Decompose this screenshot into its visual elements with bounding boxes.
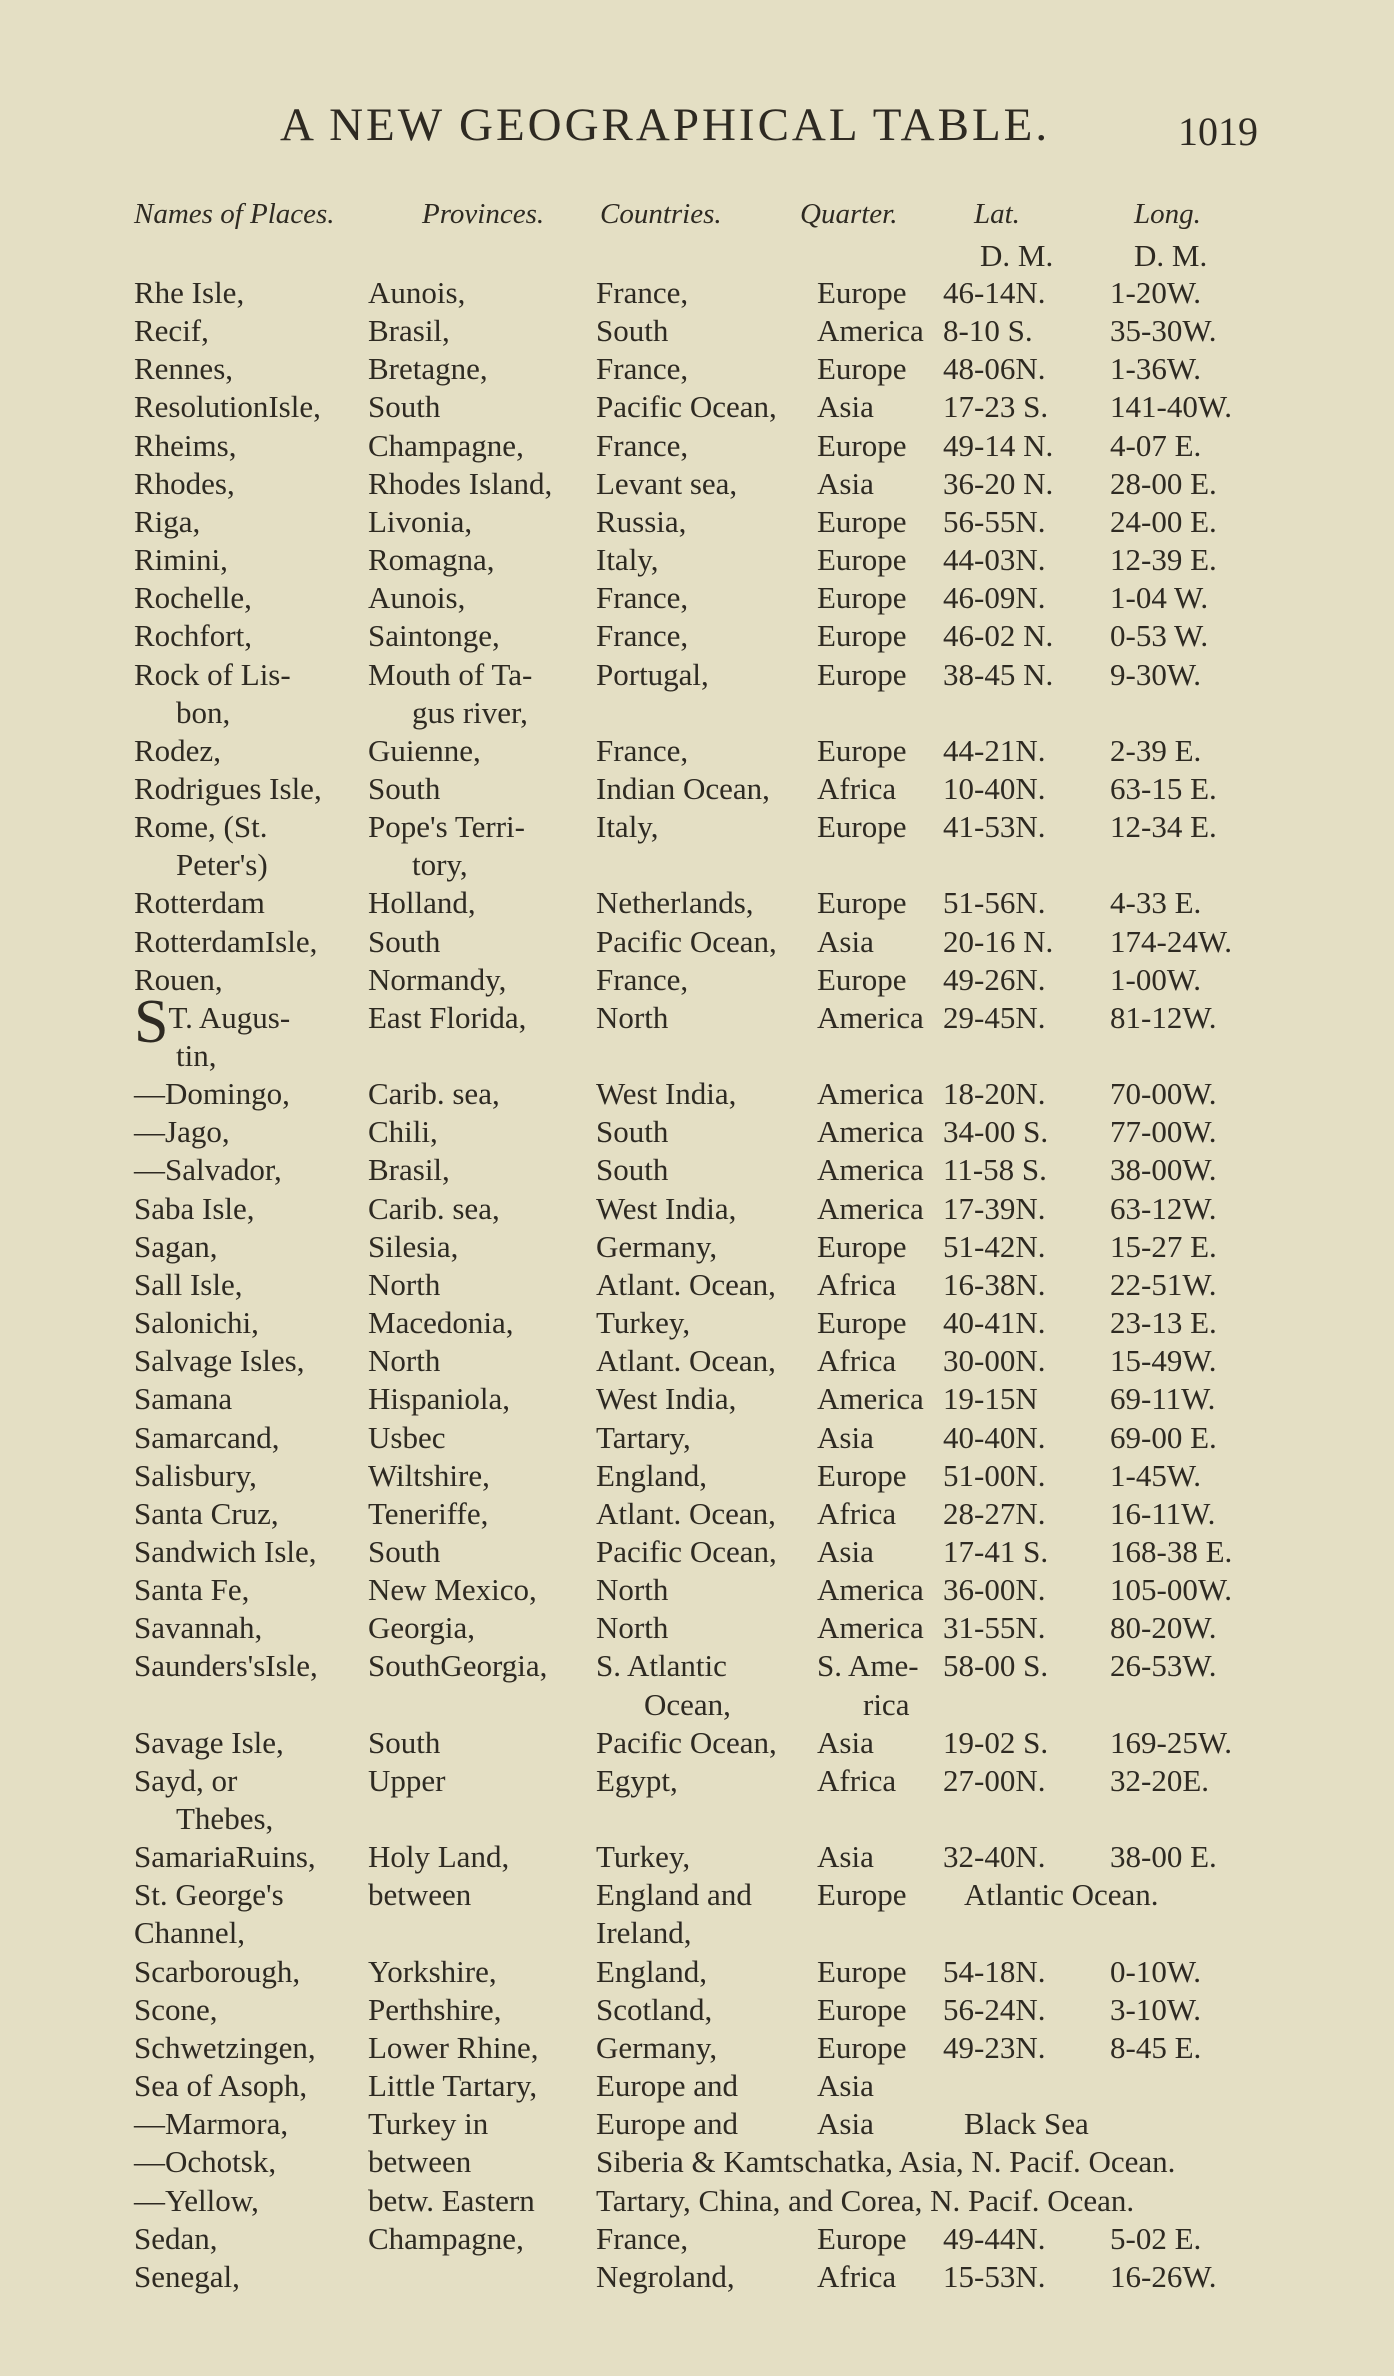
country: France,: [596, 427, 689, 463]
province: Champagne,: [368, 2220, 524, 2256]
country: Atlant. Ocean,: [596, 1266, 776, 1302]
place-name: Rheims,: [134, 427, 237, 463]
longitude: 38-00W.: [1110, 1152, 1217, 1188]
column-header-countries: Countries.: [600, 198, 722, 230]
latitude: 44-21N.: [943, 732, 1046, 768]
province: Georgia,: [368, 1610, 476, 1646]
place-name: Scone,: [134, 1991, 218, 2027]
province: gus river,: [412, 694, 528, 730]
longitude: 16-11W.: [1110, 1495, 1216, 1531]
country: Scotland,: [596, 1991, 713, 2027]
province: Perthshire,: [368, 1991, 502, 2027]
province: South: [368, 770, 441, 806]
longitude: 2-39 E.: [1110, 732, 1202, 768]
latitude: 46-14N.: [943, 275, 1046, 310]
latitude: 49-26N.: [943, 961, 1046, 997]
quarter: Europe: [817, 427, 907, 463]
province: SouthGeorgia,: [368, 1648, 548, 1684]
latitude: 40-40N.: [943, 1419, 1046, 1455]
place-name: Riga,: [134, 503, 201, 539]
page-number: 1019: [1178, 109, 1258, 154]
longitude: 1-45W.: [1110, 1457, 1201, 1493]
country: Tartary,: [596, 1419, 691, 1455]
country: France,: [596, 580, 689, 616]
place-name: St. George's: [134, 1877, 284, 1913]
latitude: 58-00 S.: [943, 1648, 1049, 1684]
country: Russia,: [596, 503, 687, 539]
latitude: 40-41N.: [943, 1305, 1046, 1341]
place-name: Rochfort,: [134, 618, 252, 654]
place-name: SamariaRuins,: [134, 1839, 316, 1875]
latitude: 46-02 N.: [943, 618, 1054, 654]
province: Turkey in: [368, 2106, 489, 2142]
longitude: 168-38 E.: [1110, 1533, 1233, 1569]
column-header-provinces: Provinces.: [422, 198, 545, 230]
longitude: 35-30W.: [1110, 313, 1217, 349]
place-name: Channel,: [134, 1915, 246, 1951]
longitude: 169-25W.: [1110, 1724, 1232, 1760]
province: Livonia,: [368, 503, 473, 539]
province: Aunois,: [368, 275, 466, 310]
quarter: Asia: [817, 923, 874, 959]
province: Lower Rhine,: [368, 2029, 539, 2065]
quarter: Europe: [817, 656, 907, 692]
latitude: 48-06N.: [943, 351, 1046, 387]
longitude: 174-24W.: [1110, 923, 1232, 959]
place-name: Salonichi,: [134, 1305, 259, 1341]
longitude: 80-20W.: [1110, 1610, 1217, 1646]
country: Tartary, China, and Corea, N. Pacif. Ocean.: [596, 2182, 1135, 2218]
quarter: Asia: [817, 1839, 874, 1875]
longitude: 0-53 W.: [1110, 618, 1209, 654]
province: Pope's Terri-: [368, 809, 525, 845]
place-name: Sayd, or: [134, 1762, 238, 1798]
latitude: 51-00N.: [943, 1457, 1046, 1493]
latitude: 36-20 N.: [943, 465, 1054, 501]
country: Pacific Ocean,: [596, 389, 777, 425]
place-name: Samana: [134, 1381, 233, 1417]
place-name: —Salvador,: [134, 1152, 282, 1188]
country: South: [596, 1152, 669, 1188]
province: South: [368, 1724, 441, 1760]
place-name: Santa Cruz,: [134, 1495, 279, 1531]
province: Upper: [368, 1762, 446, 1798]
province: Teneriffe,: [368, 1495, 489, 1531]
place-name: Rhodes,: [134, 465, 235, 501]
province: Holy Land,: [368, 1839, 510, 1875]
country: Levant sea,: [596, 465, 738, 501]
longitude: 63-15 E.: [1110, 770, 1217, 806]
longitude: 12-34 E.: [1110, 809, 1217, 845]
column-header-long: Long.: [1134, 198, 1201, 230]
place-name: Recif,: [134, 313, 209, 349]
country: Europe and: [596, 2068, 739, 2104]
quarter: Asia: [817, 1533, 874, 1569]
quarter: Europe: [817, 503, 907, 539]
latitude: Black Sea: [964, 2106, 1089, 2142]
province: Hispaniola,: [368, 1381, 511, 1417]
latitude: 18-20N.: [943, 1076, 1046, 1112]
quarter: America: [817, 1152, 924, 1188]
province: Carib. sea,: [368, 1076, 500, 1112]
quarter: Asia: [817, 2106, 874, 2142]
quarter: America: [817, 1076, 924, 1112]
column-header-lat: Lat.: [974, 198, 1020, 230]
latitude: 36-00N.: [943, 1572, 1046, 1608]
latitude: 28-27N.: [943, 1495, 1046, 1531]
latitude: 38-45 N.: [943, 656, 1054, 692]
country: France,: [596, 732, 689, 768]
province: Carib. sea,: [368, 1190, 500, 1226]
quarter: rica: [863, 1686, 910, 1722]
place-name: Sedan,: [134, 2220, 218, 2256]
place-name: tin,: [176, 1038, 217, 1073]
longitude: 38-00 E.: [1110, 1839, 1217, 1875]
province: Macedonia,: [368, 1305, 514, 1341]
country: Turkey,: [596, 1305, 691, 1341]
latitude: 44-03N.: [943, 542, 1046, 578]
place-name: Rouen,: [134, 961, 223, 997]
country: Germany,: [596, 1228, 718, 1264]
quarter: Europe: [817, 2029, 907, 2065]
country: Ocean,: [644, 1686, 731, 1722]
longitude: 22-51W.: [1110, 1266, 1217, 1302]
quarter: Africa: [817, 1343, 897, 1379]
country: Atlant. Ocean,: [596, 1343, 776, 1379]
country: Italy,: [596, 542, 659, 578]
quarter: S. Ame-: [817, 1648, 919, 1684]
country: Netherlands,: [596, 885, 754, 921]
country: Negroland,: [596, 2258, 735, 2294]
place-name: Rotterdam: [134, 885, 265, 921]
place-name: Sandwich Isle,: [134, 1533, 317, 1569]
quarter: Europe: [817, 1305, 907, 1341]
long-unit: D. M.: [1134, 238, 1208, 273]
place-name: Sagan,: [134, 1228, 218, 1264]
quarter: Europe: [817, 732, 907, 768]
province: Saintonge,: [368, 618, 500, 654]
country: Turkey,: [596, 1839, 691, 1875]
quarter: Asia: [817, 389, 874, 425]
quarter: America: [817, 1572, 924, 1608]
country: North: [596, 999, 669, 1035]
quarter: Europe: [817, 351, 907, 387]
latitude: 54-18N.: [943, 1953, 1046, 1989]
province: Usbec: [368, 1419, 446, 1455]
country: France,: [596, 618, 689, 654]
province: between: [368, 2144, 472, 2180]
lat-unit: D. M.: [980, 238, 1054, 273]
province: between: [368, 1877, 472, 1913]
country: France,: [596, 275, 689, 310]
place-name: Saba Isle,: [134, 1190, 255, 1226]
longitude: 63-12W.: [1110, 1190, 1217, 1226]
province: Guienne,: [368, 732, 481, 768]
latitude: 27-00N.: [943, 1762, 1046, 1798]
country: Pacific Ocean,: [596, 1533, 777, 1569]
country: South: [596, 1114, 669, 1150]
quarter: America: [817, 1381, 924, 1417]
longitude: 15-49W.: [1110, 1343, 1217, 1379]
latitude: 34-00 S.: [943, 1114, 1049, 1150]
place-name: Rhe Isle,: [134, 275, 245, 310]
province: Brasil,: [368, 313, 450, 349]
longitude: 141-40W.: [1110, 389, 1232, 425]
country: Indian Ocean,: [596, 770, 770, 806]
place-name: Saunders'sIsle,: [134, 1648, 318, 1684]
country: Europe and: [596, 2106, 739, 2142]
place-name: Peter's): [176, 847, 268, 883]
province: South: [368, 1533, 441, 1569]
latitude: 17-39N.: [943, 1190, 1046, 1226]
longitude: 32-20E.: [1110, 1762, 1210, 1798]
place-name: Thebes,: [176, 1801, 274, 1836]
province: Holland,: [368, 885, 476, 921]
place-name: —Ochotsk,: [134, 2144, 277, 2180]
country: West India,: [596, 1381, 737, 1417]
latitude: 10-40N.: [943, 770, 1046, 806]
country: Germany,: [596, 2029, 718, 2065]
place-name: ResolutionIsle,: [134, 389, 321, 425]
country: Egypt,: [596, 1762, 678, 1798]
province: Bretagne,: [368, 351, 488, 387]
place-name: Rodrigues Isle,: [134, 770, 322, 806]
quarter: Europe: [817, 542, 907, 578]
latitude: 32-40N.: [943, 1839, 1046, 1875]
country: West India,: [596, 1076, 737, 1112]
quarter: America: [817, 313, 924, 349]
country: Pacific Ocean,: [596, 1724, 777, 1760]
quarter: Europe: [817, 809, 907, 845]
province: New Mexico,: [368, 1572, 537, 1608]
quarter: Europe: [817, 1991, 907, 2027]
quarter: Asia: [817, 465, 874, 501]
quarter: Europe: [817, 885, 907, 921]
country: France,: [596, 351, 689, 387]
longitude: 5-02 E.: [1110, 2220, 1202, 2256]
country: Siberia & Kamtschatka, Asia, N. Pacif. Ocean.: [596, 2144, 1176, 2180]
latitude: 19-15N: [943, 1381, 1038, 1417]
longitude: 24-00 E.: [1110, 503, 1217, 539]
quarter: Africa: [817, 1762, 897, 1798]
province: Rhodes Island,: [368, 465, 553, 501]
column-header-names: Names of Places.: [134, 198, 335, 230]
longitude: 3-10W.: [1110, 1991, 1201, 2027]
place-name: Rennes,: [134, 351, 234, 387]
latitude: 41-53N.: [943, 809, 1046, 845]
place-name: Savannah,: [134, 1610, 263, 1646]
country: England and: [596, 1877, 752, 1913]
quarter: America: [817, 1190, 924, 1226]
drop-cap: S: [134, 987, 169, 1056]
longitude: 1-04 W.: [1110, 580, 1209, 616]
place-name: Rome, (St.: [134, 809, 268, 845]
place-name: Rimini,: [134, 542, 228, 578]
longitude: 9-30W.: [1110, 656, 1201, 692]
place-name: Sall Isle,: [134, 1266, 243, 1302]
country: West India,: [596, 1190, 737, 1226]
quarter: Europe: [817, 1228, 907, 1264]
latitude: 17-23 S.: [943, 389, 1049, 425]
quarter: Africa: [817, 770, 897, 806]
longitude: 69-11W.: [1110, 1381, 1216, 1417]
province: Champagne,: [368, 427, 524, 463]
place-name: Rodez,: [134, 732, 221, 768]
longitude: 69-00 E.: [1110, 1419, 1217, 1455]
province: Mouth of Ta-: [368, 656, 533, 692]
province: Wiltshire,: [368, 1457, 490, 1493]
latitude: 8-10 S.: [943, 313, 1033, 349]
latitude: 20-16 N.: [943, 923, 1054, 959]
latitude: 30-00N.: [943, 1343, 1046, 1379]
column-header-quarter: Quarter.: [800, 198, 898, 230]
place-name: Scarborough,: [134, 1953, 301, 1989]
quarter: Europe: [817, 1457, 907, 1493]
latitude: 19-02 S.: [943, 1724, 1049, 1760]
latitude: 31-55N.: [943, 1610, 1046, 1646]
province: South: [368, 389, 441, 425]
latitude: 56-24N.: [943, 1991, 1046, 2027]
latitude: 46-09N.: [943, 580, 1046, 616]
longitude: 77-00W.: [1110, 1114, 1217, 1150]
province: South: [368, 923, 441, 959]
latitude: 49-23N.: [943, 2029, 1046, 2065]
province: Normandy,: [368, 961, 507, 997]
latitude: 56-55N.: [943, 503, 1046, 539]
longitude: 8-45 E.: [1110, 2029, 1202, 2065]
place-name-rest: T. Augus-: [168, 999, 291, 1035]
longitude: 15-27 E.: [1110, 1228, 1217, 1264]
place-name: bon,: [176, 694, 231, 730]
country: Ireland,: [596, 1915, 692, 1951]
quarter: Asia: [817, 1724, 874, 1760]
page-title: A NEW GEOGRAPHICAL TABLE.: [280, 99, 1051, 151]
quarter: America: [817, 1114, 924, 1150]
longitude: 1-00W.: [1110, 961, 1201, 997]
province: Romagna,: [368, 542, 495, 578]
province: Aunois,: [368, 580, 466, 616]
quarter: America: [817, 999, 924, 1035]
longitude: 4-33 E.: [1110, 885, 1202, 921]
place-name: Samarcand,: [134, 1419, 280, 1455]
province: Little Tartary,: [368, 2068, 538, 2104]
longitude: 81-12W.: [1110, 999, 1217, 1035]
country: South: [596, 313, 669, 349]
longitude: 16-26W.: [1110, 2258, 1217, 2294]
longitude: 1-20W.: [1110, 275, 1201, 310]
place-name: Schwetzingen,: [134, 2029, 316, 2065]
province: Chili,: [368, 1114, 438, 1150]
longitude: 4-07 E.: [1110, 427, 1202, 463]
quarter: Africa: [817, 1495, 897, 1531]
country: France,: [596, 2220, 689, 2256]
longitude: 0-10W.: [1110, 1953, 1201, 1989]
country: Pacific Ocean,: [596, 923, 777, 959]
province: Yorkshire,: [368, 1953, 497, 1989]
latitude: 51-42N.: [943, 1228, 1046, 1264]
quarter: Africa: [817, 2258, 897, 2294]
country: Portugal,: [596, 656, 709, 692]
country: France,: [596, 961, 689, 997]
quarter: Europe: [817, 1953, 907, 1989]
quarter: Europe: [817, 275, 907, 310]
province: East Florida,: [368, 999, 527, 1035]
place-name: —Jago,: [134, 1114, 230, 1150]
country: Italy,: [596, 809, 659, 845]
place-name: Rochelle,: [134, 580, 252, 616]
place-name: Salisbury,: [134, 1457, 257, 1493]
longitude: 12-39 E.: [1110, 542, 1217, 578]
quarter: Europe: [817, 580, 907, 616]
latitude: Atlantic Ocean.: [964, 1877, 1159, 1913]
latitude: 11-58 S.: [943, 1152, 1047, 1188]
province: Brasil,: [368, 1152, 450, 1188]
country: North: [596, 1572, 669, 1608]
quarter: Asia: [817, 2068, 874, 2104]
longitude: 1-36W.: [1110, 351, 1201, 387]
quarter: Asia: [817, 1419, 874, 1455]
place-name: Rock of Lis-: [134, 656, 291, 692]
latitude: 51-56N.: [943, 885, 1046, 921]
latitude: 49-14 N.: [943, 427, 1054, 463]
country: Atlant. Ocean,: [596, 1495, 776, 1531]
place-name: Savage Isle,: [134, 1724, 284, 1760]
place-name: Sea of Asoph,: [134, 2068, 308, 2104]
country: England,: [596, 1953, 708, 1989]
place-name: RotterdamIsle,: [134, 923, 318, 959]
quarter: America: [817, 1610, 924, 1646]
quarter: Europe: [817, 961, 907, 997]
quarter: Europe: [817, 2220, 907, 2256]
quarter: Europe: [817, 618, 907, 654]
longitude: 23-13 E.: [1110, 1305, 1217, 1341]
country: England,: [596, 1457, 708, 1493]
place-name: —Yellow,: [134, 2182, 259, 2218]
place-name: —Domingo,: [134, 1076, 290, 1112]
province: North: [368, 1343, 441, 1379]
quarter: Africa: [817, 1266, 897, 1302]
longitude: 70-00W.: [1110, 1076, 1217, 1112]
place-name: —Marmora,: [134, 2106, 289, 2142]
country: North: [596, 1610, 669, 1646]
province: Silesia,: [368, 1228, 459, 1264]
latitude: 16-38N.: [943, 1266, 1046, 1302]
latitude: 29-45N.: [943, 999, 1046, 1035]
place-name: Salvage Isles,: [134, 1343, 305, 1379]
latitude: 15-53N.: [943, 2258, 1046, 2294]
country: S. Atlantic: [596, 1648, 727, 1684]
longitude: 26-53W.: [1110, 1648, 1217, 1684]
province: tory,: [412, 847, 468, 883]
quarter: Europe: [817, 1877, 907, 1913]
longitude: 28-00 E.: [1110, 465, 1217, 501]
latitude: 17-41 S.: [943, 1533, 1049, 1569]
province: North: [368, 1266, 441, 1302]
place-name: Santa Fe,: [134, 1572, 250, 1608]
province: betw. Eastern: [368, 2182, 535, 2218]
place-name: Senegal,: [134, 2258, 240, 2294]
longitude: 105-00W.: [1110, 1572, 1232, 1608]
latitude: 49-44N.: [943, 2220, 1046, 2256]
